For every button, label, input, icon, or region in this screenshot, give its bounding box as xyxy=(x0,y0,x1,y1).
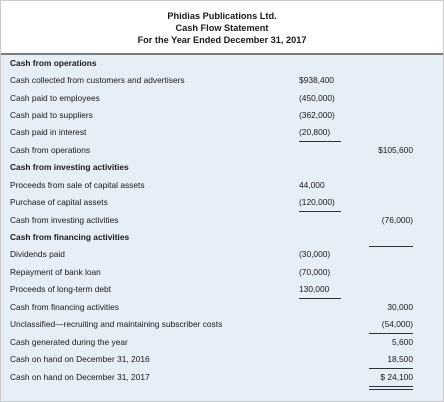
statement-row xyxy=(1,334,443,351)
row-label: Cash from investing activities xyxy=(10,215,119,225)
row-label: Repayment of bank loan xyxy=(10,267,101,277)
row-total: 18,500 xyxy=(387,354,413,364)
statement-row xyxy=(1,264,443,281)
statement-row xyxy=(1,142,443,159)
statement-row xyxy=(1,351,443,368)
statement-row xyxy=(1,299,443,316)
row-amount: (70,000) xyxy=(299,267,331,277)
company-name: Phidias Publications Ltd. xyxy=(167,11,277,21)
row-total: (76,000) xyxy=(381,215,413,225)
row-label: Cash paid in interest xyxy=(10,127,87,137)
statement-row xyxy=(1,212,443,229)
row-label: Cash from investing activities xyxy=(10,162,129,172)
row-label: Cash on hand on December 31, 2017 xyxy=(10,372,150,382)
statement-row xyxy=(1,107,443,124)
row-amount: (120,000) xyxy=(299,197,335,207)
statement-row xyxy=(1,246,443,263)
double-underline-rule xyxy=(369,386,413,390)
row-label: Cash paid to employees xyxy=(10,93,100,103)
row-amount: 44,000 xyxy=(299,180,325,190)
row-total: 30,000 xyxy=(387,302,413,312)
row-total: $105,600 xyxy=(378,145,413,155)
row-amount: $938,400 xyxy=(299,75,334,85)
row-label: Proceeds of long-term debt xyxy=(10,284,112,294)
row-amount: (450,000) xyxy=(299,93,335,103)
row-label: Unclassified—recruiting and maintaining subscriber costs xyxy=(10,319,223,329)
row-label: Cash from operations xyxy=(10,145,91,155)
row-label: Cash paid to suppliers xyxy=(10,110,93,120)
statement-row xyxy=(1,369,443,386)
row-label: Cash from operations xyxy=(10,58,97,68)
section-heading-investing xyxy=(1,159,443,176)
row-label: Dividends paid xyxy=(10,249,65,259)
row-total: $ 24,100 xyxy=(380,372,413,382)
statement-row xyxy=(1,72,443,89)
statement-row xyxy=(1,194,443,211)
section-heading-financing xyxy=(1,229,443,246)
row-label: Cash collected from customers and advertisers xyxy=(10,75,185,85)
statement-row xyxy=(1,90,443,107)
row-label: Cash from financing activities xyxy=(10,302,119,312)
statement-title: Cash Flow Statement xyxy=(175,23,269,33)
row-amount: 130,000 xyxy=(299,284,330,294)
row-amount: (362,000) xyxy=(299,110,335,120)
row-amount: (20,800) xyxy=(299,127,331,137)
row-total: 5,600 xyxy=(392,337,413,347)
row-label: Cash generated during the year xyxy=(10,337,128,347)
row-label: Proceeds from sale of capital assets xyxy=(10,180,145,190)
statement-row xyxy=(1,124,443,141)
statement-row xyxy=(1,316,443,333)
row-label: Cash on hand on December 31, 2016 xyxy=(10,354,150,364)
statement-period: For the Year Ended December 31, 2017 xyxy=(137,35,307,45)
row-total: (54,000) xyxy=(381,319,413,329)
statement-row xyxy=(1,281,443,298)
section-heading-operations xyxy=(1,55,443,72)
row-amount: (30,000) xyxy=(299,249,331,259)
statement-header xyxy=(1,1,443,55)
row-label: Purchase of capital assets xyxy=(10,197,108,207)
row-label: Cash from financing activities xyxy=(10,232,130,242)
statement-row xyxy=(1,177,443,194)
statement-body xyxy=(1,55,443,401)
